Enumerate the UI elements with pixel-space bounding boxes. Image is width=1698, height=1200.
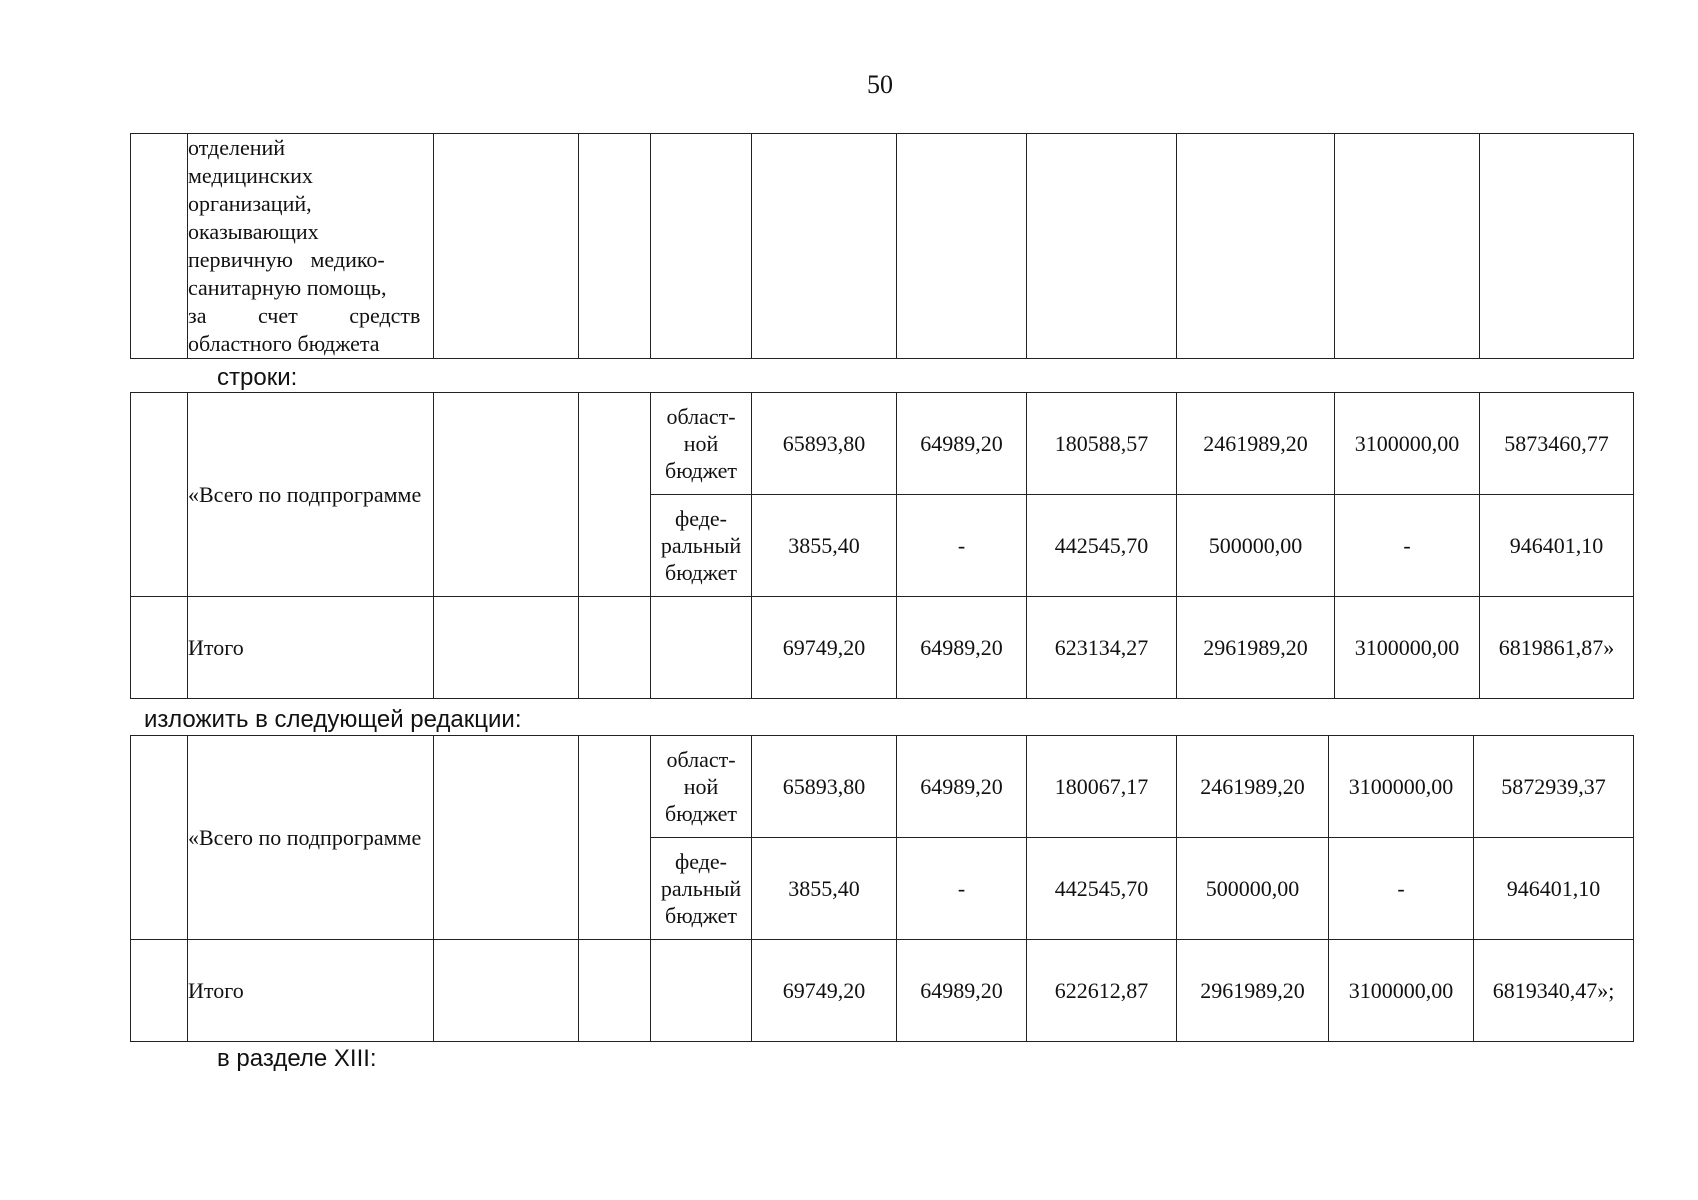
- item-name-cell: [188, 134, 434, 359]
- subprogram-total-label: «Всего по подпрограмме: [188, 393, 434, 597]
- cell-empty: [131, 597, 188, 699]
- cell-empty: [131, 134, 188, 359]
- total-label: Итого: [188, 597, 434, 699]
- value-cell: 442545,70: [1027, 495, 1177, 597]
- cell-empty: [131, 736, 188, 940]
- value-cell: 3855,40: [752, 495, 897, 597]
- value-cell: -: [897, 838, 1027, 940]
- value-cell: 442545,70: [1027, 838, 1177, 940]
- value-cell: 2961989,20: [1177, 940, 1329, 1042]
- cell-empty: [579, 393, 651, 597]
- cell-empty: [434, 393, 579, 597]
- funding-source: област-ной бюджет: [651, 736, 752, 838]
- value-cell: 3100000,00: [1329, 940, 1474, 1042]
- item-name-line: организаций,: [188, 191, 312, 216]
- value-cell: 65893,80: [752, 393, 897, 495]
- cell-empty: [897, 134, 1027, 359]
- label-new-edition: изложить в следующей редакции:: [144, 706, 522, 733]
- value-cell: 3100000,00: [1335, 393, 1480, 495]
- value-cell: 946401,10: [1474, 838, 1634, 940]
- cell-empty: [434, 597, 579, 699]
- value-cell: 946401,10: [1480, 495, 1634, 597]
- label-section: в разделе XIII:: [217, 1045, 377, 1072]
- value-cell: 500000,00: [1177, 838, 1329, 940]
- value-cell: 2961989,20: [1177, 597, 1335, 699]
- value-cell: 3100000,00: [1329, 736, 1474, 838]
- cell-empty: [1335, 134, 1480, 359]
- total-row: [131, 940, 1634, 1042]
- value-cell: 180588,57: [1027, 393, 1177, 495]
- value-cell: 6819861,87»: [1480, 597, 1634, 699]
- value-cell: 64989,20: [897, 736, 1027, 838]
- value-cell: 623134,27: [1027, 597, 1177, 699]
- item-name-line: санитарную помощь,: [188, 275, 387, 300]
- value-cell: 69749,20: [752, 940, 897, 1042]
- cell-empty: [1177, 134, 1335, 359]
- value-cell: 2461989,20: [1177, 393, 1335, 495]
- value-cell: 2461989,20: [1177, 736, 1329, 838]
- value-cell: 69749,20: [752, 597, 897, 699]
- item-name-line: за счет средств: [188, 303, 421, 328]
- value-cell: -: [897, 495, 1027, 597]
- subprogram-total-label: «Всего по подпрограмме: [188, 736, 434, 940]
- value-cell: 3100000,00: [1335, 597, 1480, 699]
- total-row: [131, 597, 1634, 699]
- cell-empty: [579, 940, 651, 1042]
- cell-empty: [1480, 134, 1634, 359]
- cell-empty: [131, 940, 188, 1042]
- item-name-line: отделений: [188, 135, 286, 160]
- value-cell: 500000,00: [1177, 495, 1335, 597]
- value-cell: 64989,20: [897, 597, 1027, 699]
- cell-empty: [579, 134, 651, 359]
- funding-source: област-ной бюджет: [651, 393, 752, 495]
- table-row: [131, 393, 1634, 495]
- cell-empty: [752, 134, 897, 359]
- cell-empty: [579, 736, 651, 940]
- item-name-line: оказывающих: [188, 219, 319, 244]
- cell-empty: [651, 597, 752, 699]
- page-number: 50: [867, 70, 893, 99]
- table-row: [131, 736, 1634, 838]
- cell-empty: [434, 736, 579, 940]
- cell-empty: [651, 940, 752, 1042]
- label-rows: строки:: [217, 364, 298, 391]
- funding-source: феде-ральный бюджет: [651, 838, 752, 940]
- value-cell: 5873460,77: [1480, 393, 1634, 495]
- cell-empty: [434, 940, 579, 1042]
- continuation-table: [130, 133, 1634, 359]
- value-cell: 65893,80: [752, 736, 897, 838]
- value-cell: -: [1335, 495, 1480, 597]
- new-totals-table: [130, 735, 1634, 1042]
- total-label: Итого: [188, 940, 434, 1042]
- cell-empty: [1027, 134, 1177, 359]
- cell-empty: [651, 134, 752, 359]
- value-cell: 180067,17: [1027, 736, 1177, 838]
- old-totals-table: [130, 392, 1634, 699]
- value-cell: 3855,40: [752, 838, 897, 940]
- value-cell: -: [1329, 838, 1474, 940]
- value-cell: 622612,87: [1027, 940, 1177, 1042]
- cell-empty: [579, 597, 651, 699]
- item-name-line: областного бюджета: [188, 331, 380, 356]
- value-cell: 64989,20: [897, 393, 1027, 495]
- value-cell: 64989,20: [897, 940, 1027, 1042]
- value-cell: 6819340,47»;: [1474, 940, 1634, 1042]
- item-name-line: первичную медико-: [188, 247, 385, 272]
- value-cell: 5872939,37: [1474, 736, 1634, 838]
- item-name-line: медицинских: [188, 163, 313, 188]
- cell-empty: [434, 134, 579, 359]
- funding-source: феде-ральный бюджет: [651, 495, 752, 597]
- cell-empty: [131, 393, 188, 597]
